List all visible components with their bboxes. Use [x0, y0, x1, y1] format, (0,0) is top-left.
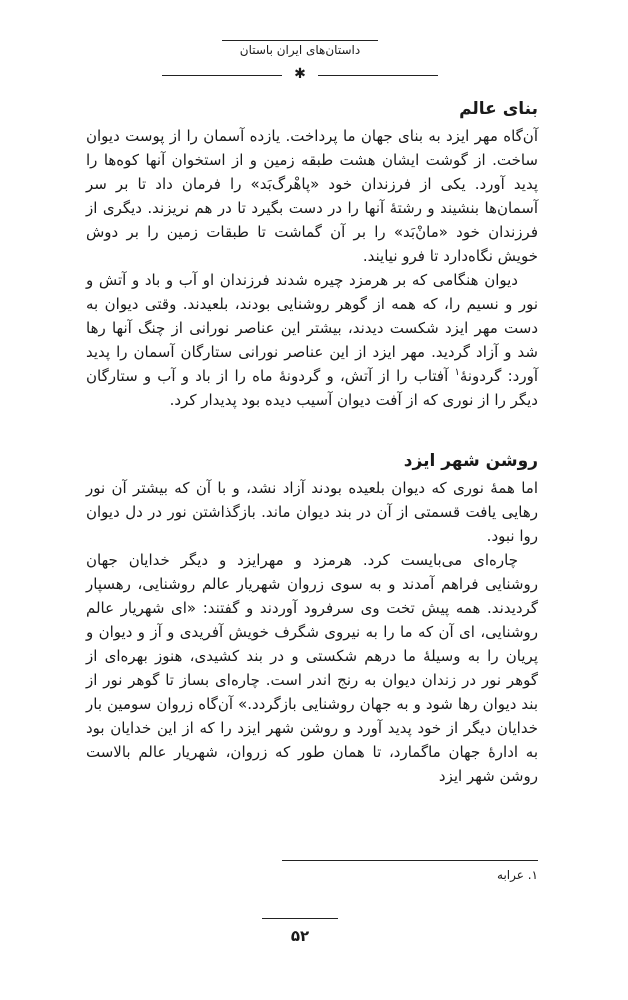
ornament-left-rule: [162, 75, 282, 76]
ornament-right-rule: [318, 75, 438, 76]
main-text: [86, 94, 538, 788]
section-title-creation: بنای عالم: [459, 99, 538, 119]
page-number: ۵۲: [290, 927, 310, 945]
paragraph: آن‌گاه مهر ایزد به بنای جهان ما پرداخت. یازده آسمان را از پوست دیوان ساخت. از گوشت ایشان هشت طبقه زمین و از استخوان آنها کوه‌ها را پدید آورد. یکی از فرزندان خود «پاهْرگ‌بَد» را فرمان داد تا بر سر آسمان‌ها بنشیند و رشتهٔ آنها را در دست بگیرد تا در هم نریزند. دیگری از فرزندان خود «مانْ‌بَد» را بر آن گماشت تا طبقات زمین را بر دوش خویش نگاه‌دارد تا فرو نیایند.: [86, 127, 538, 265]
running-head-ornament: [162, 68, 438, 84]
page-number-rule: [262, 918, 338, 919]
paragraph-text: دیوان هنگامی که بر هرمزد چیره شدند فرزندان او آب و باد و آتش و نور و نسیم را، که همه از گوهر روشنایی بودند، بلعیدند. وقتی دیوان به دست مهر ایزد شکست دیدند، بیشتر این عناصر نورانی از چنگ آنها رها شد و آزاد گردید. مهر ایزد از این عناصر نورانی ستارگان آسمان را پدید آورد: گردونهٔ: [86, 271, 538, 385]
section-title-roshan-shahr-izad: روشن شهر ایزد: [403, 451, 538, 471]
section-spacer: [86, 412, 538, 446]
paragraph: چاره‌ای می‌بایست کرد. هرمزد و مهرایزد و دیگر خدایان جهان روشنایی فراهم آمدند و به سوی زروان شهریار عالم روشنایی، رهسپار گردیدند. همه پیش تخت وی سرفرود آوردند و گفتند: «ای شهریار عالم روشنایی، ای آن که ما را به نیروی شگرف خویش آفریدی و آز و دیوان و پریان را به وسیلهٔ ما درهم شکستی و در بند کشیدی، هنوز بهره‌ای از گوهر نور در زندان دیوان به رنج اندر است. چاره‌ای بساز تا گوهر نور از بند دیوان رها شود و به جهان روشنایی بازگردد.» آن‌گاه زروان سومین بار خدایان دیگر از خود پدید آورد و روشن شهر ایزد را که از این خدایان بود به ادارهٔ جهان ماگمارد، تا همان طور که زروان، شهریار عالم بالاست روشن شهر ایزد: [86, 551, 538, 785]
running-head-title: داستان‌های ایران باستان: [239, 43, 361, 57]
paragraph-text: آفتاب را از آتش، و گردونهٔ ماه را از باد و آب و ستارگان دیگر را از نوری که از آفت دیوان آسیب دیده بود پدیدار کرد.: [86, 367, 538, 409]
footnote: ۱. عرابه: [497, 868, 538, 882]
footnote-marker[interactable]: ۱: [454, 367, 460, 378]
paragraph: [86, 268, 538, 412]
star-ornament-icon: ✱: [294, 66, 306, 82]
paragraph: اما همهٔ نوری که دیوان بلعیده بودند آزاد نشد، و با آن که بیشتر آن نور رهایی یافت قسمتی از آن در بند دیوان ماند. بازگذاشتن نور در دل دیوان روا نبود.: [86, 479, 538, 545]
footnote-rule: [282, 860, 538, 861]
